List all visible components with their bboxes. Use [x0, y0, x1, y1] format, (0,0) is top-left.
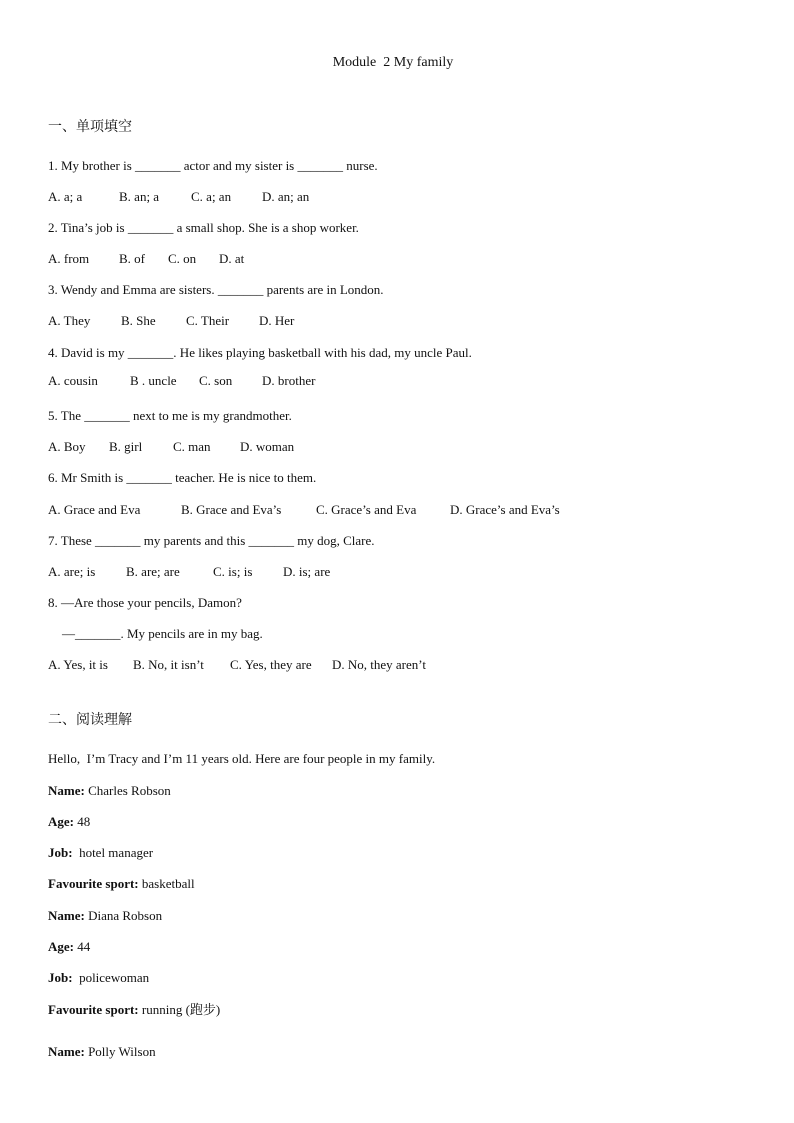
sport-value: running (跑步) — [138, 1002, 221, 1017]
option: C. Grace’s and Eva — [316, 502, 417, 517]
person-age-line — [48, 814, 90, 830]
name-label: Name: — [48, 783, 85, 798]
option: D. woman — [240, 439, 295, 454]
person-sport-line — [48, 876, 195, 892]
page-title: Module 2 My family — [332, 55, 454, 70]
option: A. Grace and Eva — [48, 502, 141, 517]
option: A. Boy — [48, 439, 86, 454]
option: B. girl — [109, 439, 143, 454]
name-label: Name: — [48, 1044, 85, 1059]
option: A. from — [48, 251, 90, 266]
sport-label: Favourite sport: — [48, 876, 139, 891]
question-stem: 6. Mr Smith is _______ teacher. He is nice to them. — [48, 470, 317, 485]
sport-label: Favourite sport: — [48, 1002, 139, 1017]
age-value: 44 — [74, 939, 91, 954]
option: C. Their — [186, 313, 230, 328]
option: A. They — [48, 313, 91, 328]
option: A. cousin — [48, 373, 98, 388]
option: B. No, it isn’t — [133, 657, 204, 672]
option: D. at — [219, 251, 245, 266]
age-label: Age: — [48, 939, 74, 954]
option: B. She — [121, 313, 156, 328]
option: C. Yes, they are — [230, 657, 312, 672]
question-stem: 7. These _______ my parents and this _______ my dog, Clare. — [48, 533, 375, 548]
option: A. are; is — [48, 564, 96, 579]
age-value: 48 — [74, 814, 91, 829]
person-job-line — [48, 970, 149, 986]
job-value: policewoman — [72, 970, 150, 985]
question-stem: 1. My brother is _______ actor and my sister is _______ nurse. — [48, 158, 378, 173]
option: D. Grace’s and Eva’s — [450, 502, 560, 517]
option: B . uncle — [130, 373, 177, 388]
option: B. Grace and Eva’s — [181, 502, 282, 517]
name-value: Charles Robson — [84, 783, 171, 798]
job-value: hotel manager — [72, 845, 154, 860]
reading-intro: Hello, I’m Tracy and I’m 11 years old. Here are four people in my family. — [48, 751, 436, 766]
question-stem: 3. Wendy and Emma are sisters. _______ parents are in London. — [48, 282, 384, 297]
name-label: Name: — [48, 908, 85, 923]
option: C. son — [199, 373, 233, 388]
option: D. brother — [262, 373, 316, 388]
sport-value: basketball — [138, 876, 195, 891]
question-stem: 4. David is my _______. He likes playing basketball with his dad, my uncle Paul. — [48, 345, 472, 360]
job-label: Job: — [48, 845, 73, 860]
question-stem: 8. —Are those your pencils, Damon? — [48, 595, 242, 610]
person-name-line — [48, 1044, 156, 1060]
job-label: Job: — [48, 970, 73, 985]
option: A. a; a — [48, 189, 83, 204]
age-label: Age: — [48, 814, 74, 829]
option: D. No, they aren’t — [332, 657, 426, 672]
option: C. is; is — [213, 564, 253, 579]
question-stem: 2. Tina’s job is _______ a small shop. She is a shop worker. — [48, 220, 359, 235]
option: D. is; are — [283, 564, 331, 579]
option: C. man — [173, 439, 211, 454]
section-title-reading: 二、阅读理解 — [48, 712, 132, 728]
option: B. of — [119, 251, 145, 266]
person-age-line — [48, 939, 90, 955]
option: D. an; an — [262, 189, 310, 204]
question-stem: 5. The _______ next to me is my grandmother. — [48, 408, 292, 423]
person-job-line — [48, 845, 153, 861]
option: B. an; a — [119, 189, 160, 204]
name-value: Polly Wilson — [84, 1044, 156, 1059]
question-stem-reply: —_______. My pencils are in my bag. — [62, 626, 263, 641]
person-name-line — [48, 908, 162, 924]
option: C. on — [168, 251, 197, 266]
option: B. are; are — [126, 564, 180, 579]
option: D. Her — [259, 313, 295, 328]
person-name-line — [48, 783, 171, 799]
option: C. a; an — [191, 189, 232, 204]
option: A. Yes, it is — [48, 657, 108, 672]
name-value: Diana Robson — [84, 908, 163, 923]
section-title-single-choice: 一、单项填空 — [48, 119, 132, 135]
person-sport-line — [48, 1002, 220, 1018]
